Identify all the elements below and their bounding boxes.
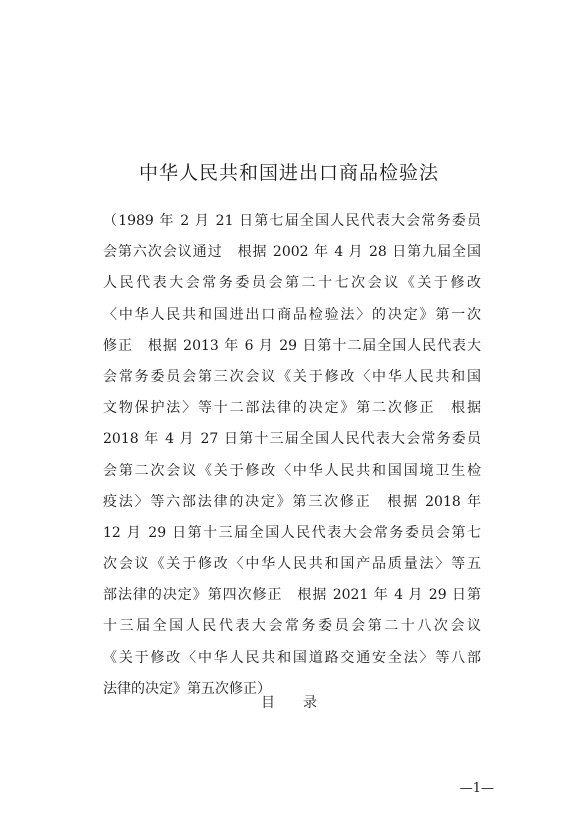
preamble-line: 《关于修改〈中华人民共和国道路交通安全法〉等八部 xyxy=(103,649,481,666)
toc-heading-char: 目 xyxy=(261,695,275,711)
preamble-line: 十三届全国人民代表大会常务委员会第二十八次会议 xyxy=(103,618,481,635)
preamble-line: 会第二次会议《关于修改〈中华人民共和国国境卫生检 xyxy=(103,462,481,479)
preamble-line: 会常务委员会第三次会议《关于修改〈中华人民共和国 xyxy=(103,368,481,385)
document-title: 中华人民共和国进出口商品检验法 xyxy=(138,162,439,184)
preamble-line: 疫法〉等六部法律的决定》第三次修正 根据 2018 年 xyxy=(103,493,481,510)
legislative-history-preamble xyxy=(103,206,481,705)
preamble-line: 部法律的决定》第四次修正 根据 2021 年 4 月 29 日第 xyxy=(103,587,481,604)
preamble-line: 法律的决定》第五次修正） xyxy=(103,680,271,697)
preamble-line: 2018 年 4 月 27 日第十三届全国人民代表大会常务委员 xyxy=(103,431,481,448)
preamble-line: 会第六次会议通过 根据 2002 年 4 月 28 日第九届全国 xyxy=(103,244,481,261)
preamble-line: 〈中华人民共和国进出口商品检验法〉的决定》第一次 xyxy=(103,306,481,323)
preamble-line: （1989 年 2 月 21 日第七届全国人民代表大会常务委员 xyxy=(103,213,481,229)
toc-heading-char: 录 xyxy=(303,695,317,711)
preamble-line: 文物保护法〉等十二部法律的决定》第二次修正 根据 xyxy=(103,400,481,417)
preamble-line: 次会议《关于修改〈中华人民共和国产品质量法〉等五 xyxy=(103,556,481,573)
preamble-line: 12 月 29 日第十三届全国人民代表大会常务委员会第七 xyxy=(103,524,481,541)
preamble-line: 人民代表大会常务委员会第二十七次会议《关于修改 xyxy=(103,275,481,292)
preamble-line: 修正 根据 2013 年 6 月 29 日第十二届全国人民代表大 xyxy=(103,337,481,354)
page-number: —1— xyxy=(459,781,494,796)
table-of-contents-heading xyxy=(0,692,578,714)
